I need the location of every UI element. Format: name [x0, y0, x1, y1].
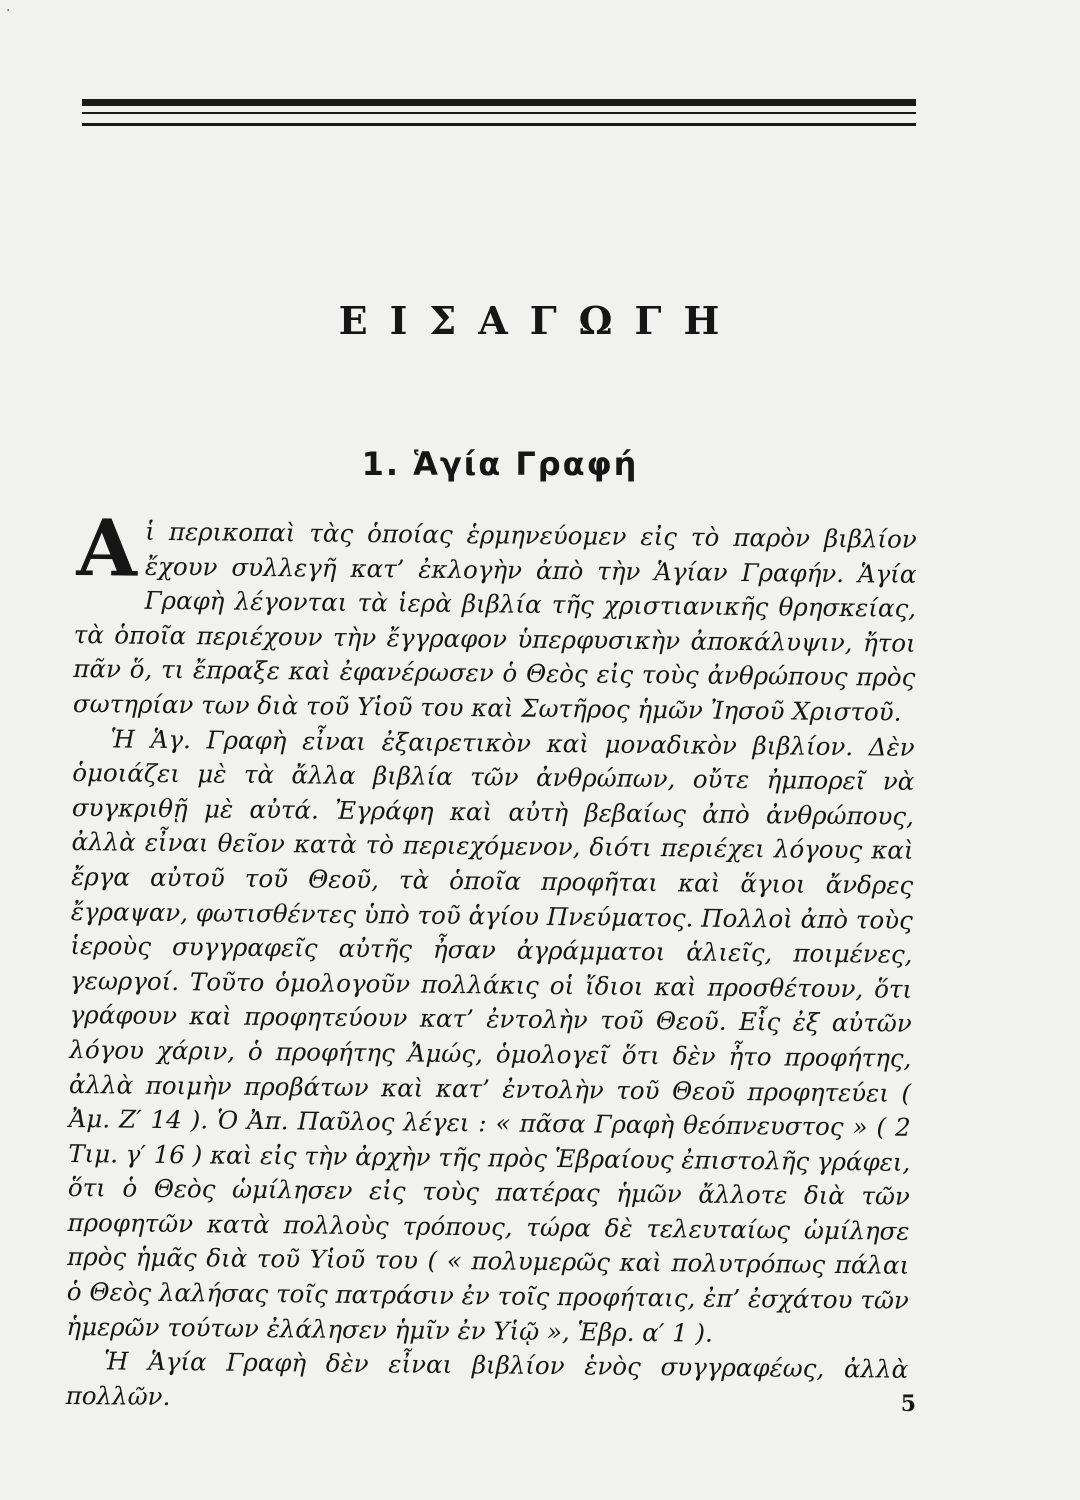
- section-title: ΕΙΣΑΓΩΓΗ: [338, 298, 742, 343]
- chapter-heading: [0, 442, 1000, 486]
- paragraph-1: [72, 503, 917, 730]
- body-text: [65, 503, 917, 1422]
- chapter-number: 1.: [361, 445, 401, 483]
- scan-speck: ·: [6, 3, 11, 19]
- paragraph-3: Ἡ Ἁγία Γραφὴ δὲν εἶναι βιβλίον ἑνὸς συγγραφέως, ἀλλὰ πολλῶν.: [65, 1346, 909, 1411]
- header-rule-lower: [82, 123, 916, 126]
- header-rule-thin: [82, 112, 916, 114]
- paragraph-2: Ἡ Ἁγ. Γραφὴ εἶναι ἐξαιρετικὸν καὶ μοναδικὸν βιβλίον. Δὲν ὁμοιάζει μὲ τὰ ἄλλα βιβλία τῶν ἀνθρώπων, οὔτε ἠμπορεῖ νὰ συγκριθῇ μὲ αὐτά. Ἐγράφη καὶ αὐτὴ βεβαίως ἀπὸ ἀνθρώπους, ἀλλὰ εἶναι θεῖον κατὰ τὸ περιεχόμενον, διότι περιέχει λόγους καὶ ἔργα αὐτοῦ τοῦ Θεοῦ, τὰ ὁποῖα προφῆται καὶ ἅγιοι ἄνδρες ἔγραψαν, φωτισθέντες ὑπὸ τοῦ ἁγίου Πνεύματος. Πολλοὶ ἀπὸ τοὺς ἱεροὺς συγγραφεῖς αὐτῆς ἦσαν ἀγράμματοι ἁλιεῖς, ποιμένες, γεωργοί. Τοῦτο ὁμολογοῦν πολλάκις οἱ ἴδιοι καὶ προσθέτουν, ὅτι γράφουν καὶ προφητεύουν κατ’ ἐντολὴν τοῦ Θεοῦ. Εἷς ἐξ αὐτῶν λόγου χάριν, ὁ προφήτης Ἀμώς, ὁμολογεῖ ὅτι δὲν ἦτο προφήτης, ἀλλὰ ποιμὴν προβάτων καὶ κατ’ ἐντολὴν τοῦ Θεοῦ προφητεύει ( Ἀμ. Ζ′ 14 ). Ὁ Ἀπ. Παῦλος λέγει : « πᾶσα Γραφὴ θεόπνευστος » ( 2 Τιμ. γ′ 16 ) καὶ εἰς τὴν ἀρχὴν τῆς πρὸς Ἑβραίους ἐπιστολῆς γράφει, ὅτι ὁ Θεὸς ὡμίλησεν εἰς τοὺς πατέρας ἡμῶν ἄλλοτε διὰ τῶν προφητῶν κατὰ πολλοὺς τρόπους, τώρα δὲ τελευταίως ὡμίλησε πρὸς ἡμᾶς διὰ τοῦ Υἱοῦ του ( « πολυμερῶς καὶ πολυτρόπως πάλαι ὁ Θεὸς λαλήσας τοῖς πατράσιν ἐν τοῖς προφήταις, ἐπ’ ἐσχάτου τῶν ἡμερῶν τούτων ἐλάλησεν ἡμῖν ἐν Υἱῷ », Ἑβρ. α′ 1 ).: [66, 723, 915, 1348]
- chapter-title: Ἁγία Γραφή: [413, 445, 639, 483]
- paragraph-1-text: ἱ περικοπαὶ τὰς ὁποίας ἑρμηνεύομεν εἰς τὸ παρὸν βιβλίον ἔχουν συλλεγῆ κατ’ ἐκλογὴν ἀπὸ τὴν Ἁγίαν Γραφήν. Ἁγία Γραφὴ λέγονται τὰ ἱερὰ βιβλία τῆς χριστιανικῆς θρησκείας, τὰ ὁποῖα περιέχουν τὴν ἔγγραφον ὑπερφυσικὴν ἀποκάλυψιν, ἤτοι πᾶν ὅ, τι ἔπραξε καὶ ἐφανέρωσεν ὁ Θεὸς εἰς τοὺς ἀνθρώπους πρὸς σωτηρίαν των διὰ τοῦ Υἱοῦ του καὶ Σωτῆρος ἡμῶν Ἰησοῦ Χριστοῦ.: [72, 516, 917, 727]
- drop-cap: Α: [76, 503, 138, 595]
- header-rule-thick: [82, 99, 916, 106]
- page-number: 5: [900, 1391, 916, 1417]
